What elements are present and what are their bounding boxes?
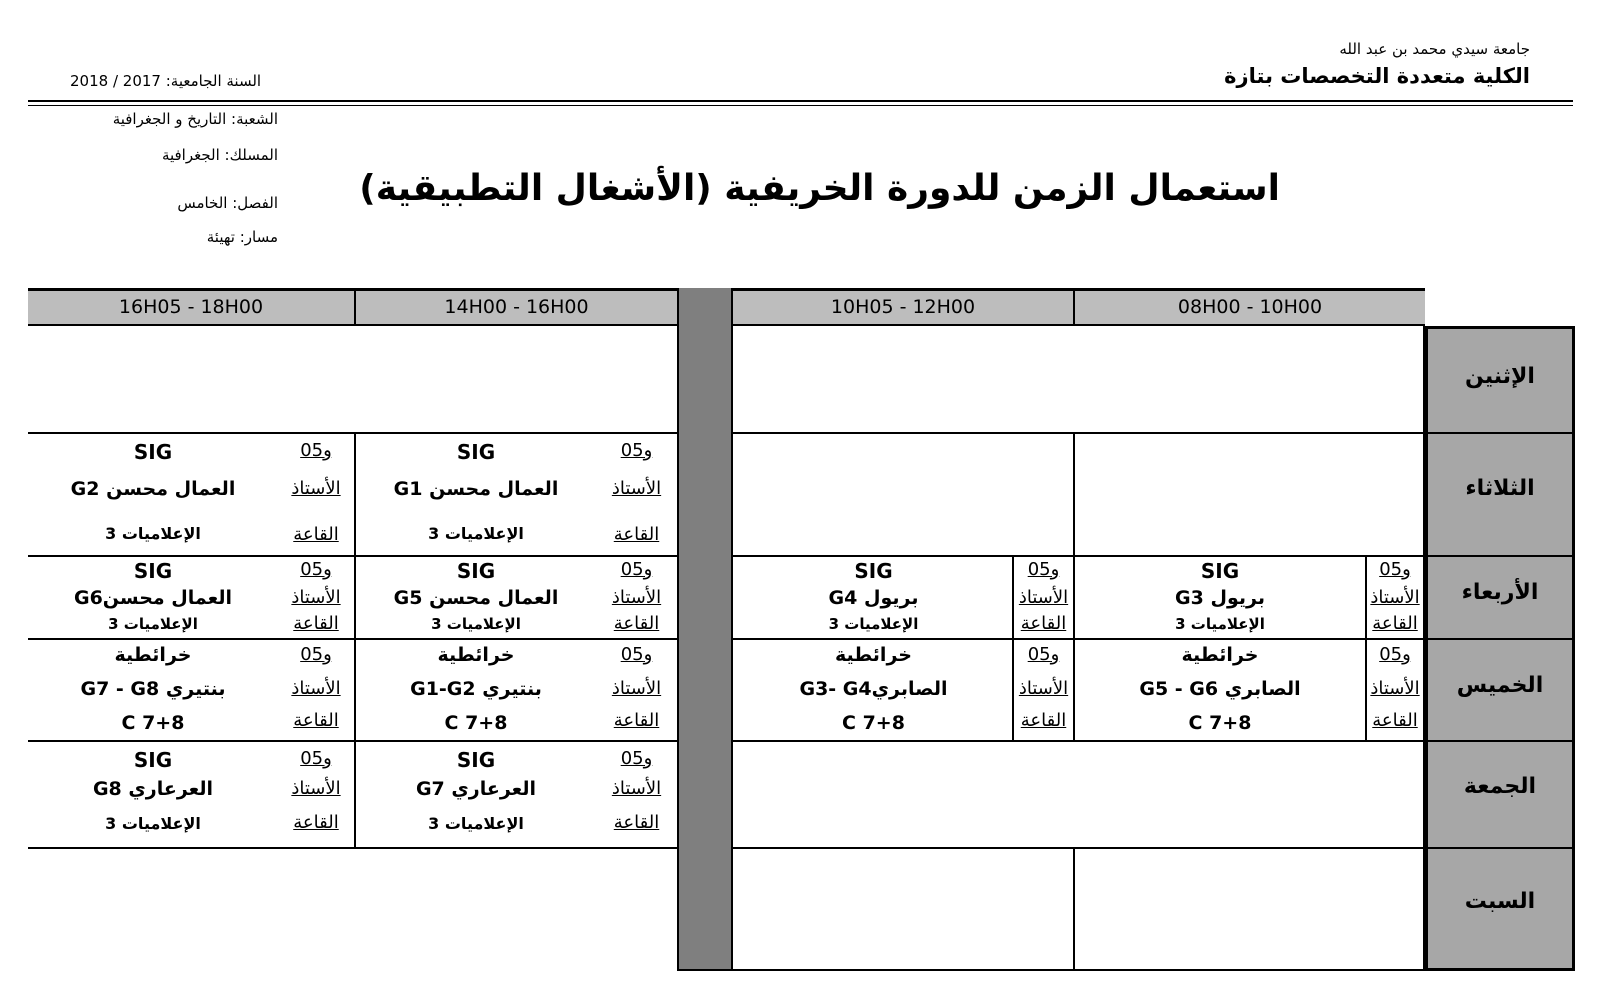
header-rule	[28, 100, 1573, 102]
hall-label: القاعة	[1372, 710, 1418, 731]
page-title: استعمال الزمن للدورة الخريفية (الأشغال التطبيقية)	[359, 168, 1280, 209]
row-line	[733, 740, 1425, 742]
time-slot-4: 16H05 - 18H00	[118, 296, 264, 318]
session-room: الإعلاميات 3	[105, 524, 201, 543]
day-monday: الإثنين	[1465, 364, 1535, 389]
room-code-label: و05	[1027, 644, 1060, 665]
professor-label: الأستاذ	[291, 478, 341, 499]
session-subject: SIG	[854, 559, 893, 583]
hall-label: القاعة	[293, 812, 339, 833]
session-subject: خرائطية	[835, 644, 912, 666]
professor-label: الأستاذ	[291, 587, 341, 608]
semester-label: الفصل: الخامس	[177, 194, 278, 212]
room-code-label: و05	[1379, 559, 1411, 580]
col-line	[1423, 326, 1425, 971]
time-slot-1: 08H00 - 10H00	[1177, 296, 1323, 318]
session-professor-group: العمال محسن G1	[393, 478, 559, 500]
day-thursday: الخميس	[1456, 673, 1544, 698]
session-subject: SIG	[133, 748, 173, 772]
room-code-label: و05	[300, 440, 332, 461]
session-thu-10	[735, 640, 1073, 740]
hall-label: القاعة	[613, 812, 660, 833]
session-subject: خرائطية	[1181, 644, 1259, 666]
session-professor-group: الصابريG3- G4	[799, 678, 948, 700]
session-room: الإعلاميات 3	[108, 615, 198, 633]
session-room: C 7+8	[121, 712, 185, 734]
hall-label: القاعة	[293, 524, 339, 545]
session-thu-08	[1075, 640, 1423, 740]
row-line	[1425, 740, 1575, 742]
professor-label: الأستاذ	[611, 778, 662, 799]
session-subject: SIG	[456, 559, 496, 583]
session-subject: SIG	[133, 440, 173, 464]
room-code-label: و05	[620, 440, 653, 461]
faculty-name: الكلية متعددة التخصصات بتازة	[1224, 64, 1530, 88]
session-fri-14	[356, 742, 677, 847]
session-wed-14	[356, 557, 677, 638]
session-room: الإعلاميات 3	[431, 615, 521, 633]
session-thu-16	[28, 640, 354, 740]
session-professor-group: العرعاري G8	[92, 778, 214, 800]
professor-label: الأستاذ	[1018, 587, 1069, 608]
room-code-label: و05	[1379, 644, 1411, 665]
hall-label: القاعة	[1020, 710, 1067, 731]
day-tuesday: الثلاثاء	[1465, 476, 1535, 501]
time-divider	[354, 288, 356, 326]
header-rule-thin	[28, 105, 1573, 106]
professor-label: الأستاذ	[1018, 678, 1069, 699]
time-slot-3: 14H00 - 16H00	[444, 296, 589, 318]
row-line	[1425, 555, 1575, 557]
academic-year: السنة الجامعية: 2017 / 2018	[70, 72, 262, 90]
time-divider	[1073, 288, 1075, 326]
professor-label: الأستاذ	[611, 478, 662, 499]
track-label: المسلك: الجغرافية	[161, 146, 278, 164]
session-wed-10	[735, 557, 1073, 638]
professor-label: الأستاذ	[291, 678, 341, 699]
professor-label: الأستاذ	[1370, 678, 1420, 699]
session-thu-14	[356, 640, 677, 740]
session-subject: خرائطية	[437, 644, 515, 666]
row-line	[1425, 638, 1575, 640]
professor-label: الأستاذ	[611, 587, 662, 608]
session-subject: خرائطية	[114, 644, 192, 666]
day-saturday: السبت	[1464, 889, 1536, 914]
lunch-break-column	[677, 288, 733, 971]
university-name: جامعة سيدي محمد بن عبد الله	[1339, 40, 1530, 58]
professor-label: الأستاذ	[611, 678, 662, 699]
hall-label: القاعة	[613, 524, 660, 545]
session-subject: SIG	[133, 559, 173, 583]
session-professor-group: بريول G4	[828, 587, 919, 609]
hall-label: القاعة	[613, 710, 660, 731]
path-label: مسار: تهيئة	[206, 228, 278, 246]
hall-label: القاعة	[1020, 613, 1067, 634]
row-line	[733, 432, 1425, 434]
room-code-label: و05	[620, 748, 653, 769]
session-professor-group: بريول G3	[1175, 587, 1265, 609]
time-slot-2: 10H05 - 12H00	[830, 296, 976, 318]
session-professor-group: العمال محسنG6	[73, 587, 233, 609]
session-wed-08	[1075, 557, 1423, 638]
session-room: C 7+8	[842, 712, 905, 734]
hall-label: القاعة	[1372, 613, 1418, 634]
room-code-label: و05	[300, 644, 332, 665]
day-friday: الجمعة	[1463, 774, 1537, 799]
session-subject: SIG	[1200, 559, 1240, 583]
professor-label: الأستاذ	[1370, 587, 1420, 608]
session-subject: SIG	[456, 440, 496, 464]
session-subject: SIG	[456, 748, 496, 772]
session-professor-group: بنتيري G1-G2	[410, 678, 542, 700]
session-room: الإعلاميات 3	[105, 814, 201, 833]
row-line	[733, 969, 1425, 971]
room-code-label: و05	[620, 644, 653, 665]
session-room: الإعلاميات 3	[428, 814, 524, 833]
hall-label: القاعة	[293, 613, 339, 634]
room-code-label: و05	[620, 559, 653, 580]
room-code-label: و05	[300, 748, 332, 769]
days-column	[1425, 326, 1575, 971]
session-room: الإعلاميات 3	[828, 615, 919, 633]
session-room: الإعلاميات 3	[428, 524, 524, 543]
session-tue-16	[28, 434, 354, 555]
session-professor-group: الصابري G5 - G6	[1139, 678, 1301, 700]
session-tue-14	[356, 434, 677, 555]
session-room: C 7+8	[1188, 712, 1252, 734]
department-label: الشعبة: التاريخ و الجغرافية	[112, 110, 278, 128]
row-line	[28, 847, 677, 849]
row-line	[1425, 432, 1575, 434]
professor-label: الأستاذ	[291, 778, 341, 799]
session-professor-group: العمال محسن G2	[70, 478, 236, 500]
session-professor-group: العمال محسن G5	[393, 587, 559, 609]
row-line	[733, 847, 1425, 849]
session-room: C 7+8	[444, 712, 508, 734]
hall-label: القاعة	[293, 710, 339, 731]
hall-label: القاعة	[613, 613, 660, 634]
col-line	[1073, 847, 1075, 969]
room-code-label: و05	[1027, 559, 1060, 580]
session-professor-group: بنتيري G7 - G8	[80, 678, 226, 700]
session-wed-16	[28, 557, 354, 638]
session-room: الإعلاميات 3	[1175, 615, 1265, 633]
day-wednesday: الأربعاء	[1461, 580, 1539, 605]
session-professor-group: العرعاري G7	[415, 778, 537, 800]
room-code-label: و05	[300, 559, 332, 580]
session-fri-16	[28, 742, 354, 847]
row-line	[1425, 847, 1575, 849]
